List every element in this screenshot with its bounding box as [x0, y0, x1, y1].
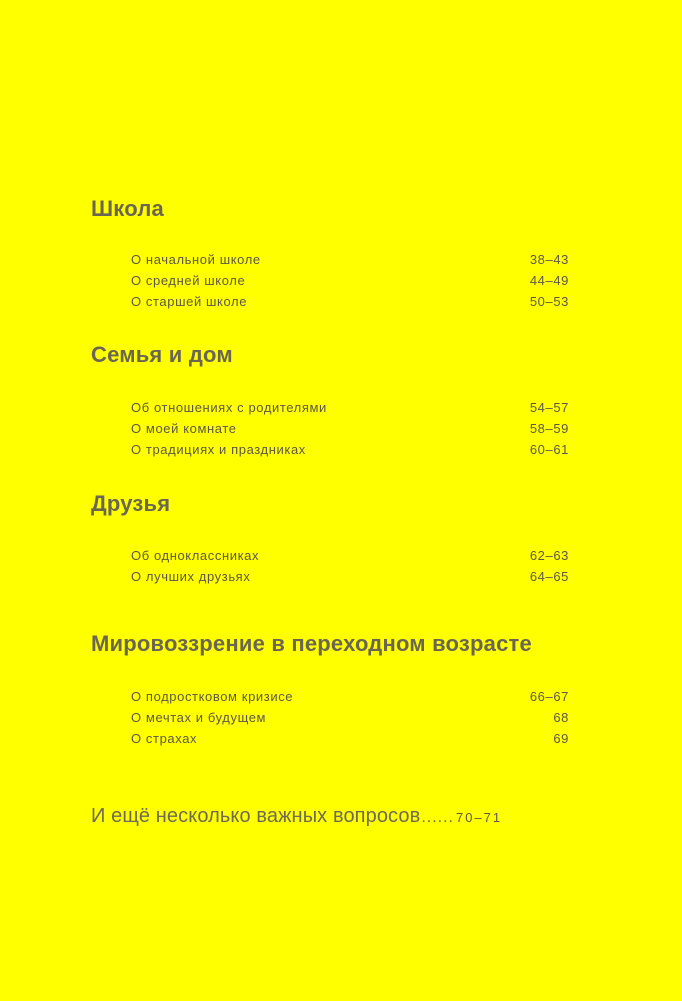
- toc-entry[interactable]: [131, 418, 569, 439]
- toc-final-pages: 70–71: [455, 810, 503, 825]
- toc-final-label: И ещё несколько важных вопросов: [91, 805, 421, 827]
- toc-entry-label: Об одноклассниках: [131, 548, 260, 563]
- toc-entry[interactable]: [131, 545, 569, 566]
- toc-entry-label: О подростковом кризисе: [131, 689, 294, 704]
- toc-entries-school: [131, 249, 569, 312]
- toc-entry[interactable]: [131, 728, 569, 749]
- toc-entry-label: О мечтах и будущем: [131, 710, 267, 725]
- toc-entry[interactable]: [131, 439, 569, 460]
- toc-entry-pages: 58–59: [529, 421, 569, 436]
- toc-entry-pages: 64–65: [529, 569, 569, 584]
- section-title: Друзья: [91, 491, 171, 516]
- toc-section-school: [91, 196, 581, 222]
- toc-entry-label: О лучших друзьях: [131, 569, 251, 584]
- toc-entry[interactable]: [131, 397, 569, 418]
- toc-entry[interactable]: [131, 686, 569, 707]
- toc-entry-pages: 60–61: [529, 442, 569, 457]
- toc-entry[interactable]: [131, 249, 569, 270]
- toc-entry-pages: 38–43: [529, 252, 569, 267]
- toc-entry-label: О начальной школе: [131, 252, 261, 267]
- toc-entry-pages: 66–67: [529, 689, 569, 704]
- toc-section-friends: [91, 491, 581, 517]
- toc-entry-pages: 44–49: [529, 273, 569, 288]
- toc-entry-label: О моей комнате: [131, 421, 237, 436]
- section-title: Школа: [91, 196, 164, 221]
- toc-entry-label: О традициях и праздниках: [131, 442, 306, 457]
- toc-entry-label: Об отношениях с родителями: [131, 400, 327, 415]
- section-title: Мировоззрение в переходном возрасте: [91, 631, 532, 656]
- toc-section-family: [91, 342, 581, 368]
- toc-entry-label: О старшей школе: [131, 294, 248, 309]
- toc-entry[interactable]: [131, 707, 569, 728]
- toc-entries-friends: [131, 545, 569, 587]
- toc-entry-pages: 62–63: [529, 548, 569, 563]
- toc-section-worldview: [91, 631, 581, 657]
- toc-final-dots: ......: [421, 809, 454, 826]
- toc-entry[interactable]: [131, 270, 569, 291]
- toc-entry-pages: 50–53: [529, 294, 569, 309]
- toc-entry-pages: 54–57: [529, 400, 569, 415]
- toc-final-entry[interactable]: [91, 805, 591, 828]
- toc-entry[interactable]: [131, 291, 569, 312]
- toc-entry[interactable]: [131, 566, 569, 587]
- toc-entries-family: [131, 397, 569, 460]
- toc-entry-label: О страхах: [131, 731, 198, 746]
- toc-entry-label: О средней школе: [131, 273, 246, 288]
- toc-entry-pages: 69: [553, 731, 569, 746]
- section-title: Семья и дом: [91, 342, 233, 367]
- toc-entry-pages: 68: [553, 710, 569, 725]
- toc-entries-worldview: [131, 686, 569, 749]
